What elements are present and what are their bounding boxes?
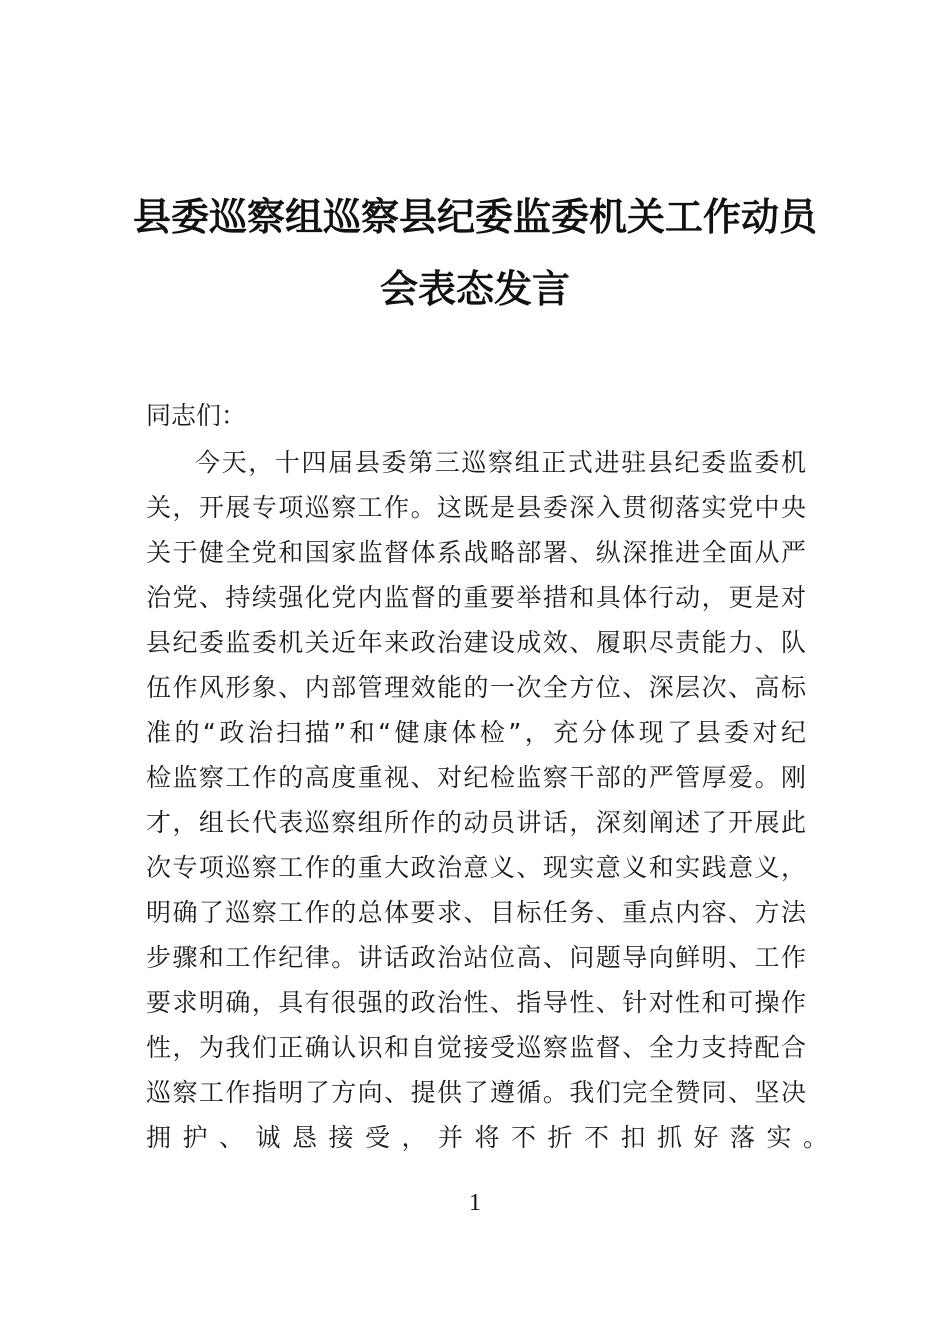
paragraph-last-line: 拥护、诚恳接受，并将不折不扣抓好落实。: [146, 1123, 840, 1152]
paragraph-line: 巡察工作指明了方向、提供了遵循。我们完全赞同、坚决: [146, 1078, 806, 1107]
paragraph-line: 伍作风形象、内部管理效能的一次全方位、深层次、高标: [146, 673, 806, 702]
paragraph-line: 要求明确，具有很强的政治性、指导性、针对性和可操作: [146, 988, 806, 1017]
paragraph-line: 次专项巡察工作的重大政治意义、现实意义和实践意义，: [146, 853, 806, 882]
paragraph-line: 性，为我们正确认识和自觉接受巡察监督、全力支持配合: [146, 1033, 806, 1062]
paragraph-line: 步骤和工作纪律。讲话政治站位高、问题导向鲜明、工作: [146, 943, 806, 972]
page-number: 1: [469, 1190, 481, 1216]
document-title-line-1: 县委巡察组巡察县纪委监委机关工作动员: [132, 194, 817, 239]
paragraph-line: 准的“政治扫描”和“健康体检”，充分体现了县委对纪: [146, 718, 806, 747]
paragraph-line: 今天，十四届县委第三巡察组正式进驻县纪委监委机: [195, 448, 806, 477]
paragraph-line: 治党、持续强化党内监督的重要举措和具体行动，更是对: [146, 583, 806, 612]
document-title-line-2: 会表态发言: [379, 266, 570, 311]
paragraph-line: 检监察工作的高度重视、对纪检监察干部的严管厚爱。刚: [146, 763, 806, 792]
paragraph-line: 县纪委监委机关近年来政治建设成效、履职尽责能力、队: [146, 628, 806, 657]
paragraph-line: 关，开展专项巡察工作。这既是县委深入贯彻落实党中央: [146, 493, 806, 522]
paragraph-line: 关于健全党和国家监督体系战略部署、纵深推进全面从严: [146, 538, 806, 567]
paragraph-line: 明确了巡察工作的总体要求、目标任务、重点内容、方法: [146, 898, 806, 927]
salutation: 同志们：: [146, 401, 247, 430]
paragraph-line: 才，组长代表巡察组所作的动员讲话，深刻阐述了开展此: [146, 808, 806, 837]
